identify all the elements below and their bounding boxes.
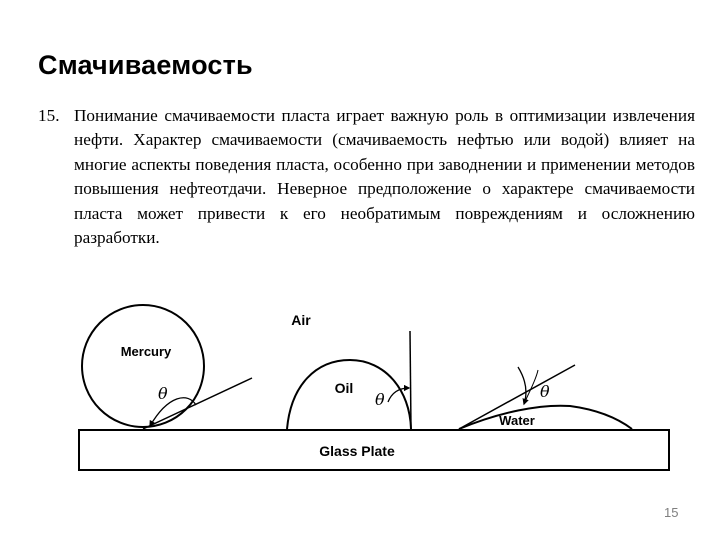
glass-plate-label: Glass Plate — [319, 443, 395, 459]
item-number: 15. — [38, 106, 60, 125]
slide-title: Смачиваемость — [38, 50, 253, 80]
oil-theta: θ — [375, 390, 385, 409]
air-label: Air — [291, 312, 311, 328]
paragraph-text: Понимание смачиваемости пласта играет важную роль в оптимизации извлечения нефти. Характер смачиваемости (смачиваемость нефтью или водой) влияет на многие аспекты поведения пласта, особенно при заводнении и применении методов повышения нефтеотдачи. Неверное предположение о характере смачиваемости пласта может привести к его необратимым повреждениям и осложнению разработки. — [74, 106, 695, 248]
oil-label: Oil — [334, 380, 354, 396]
mercury-theta: θ — [158, 384, 168, 403]
mercury-label: Mercury — [120, 344, 172, 359]
water-drop — [459, 406, 632, 429]
water-angle-arc — [518, 367, 526, 404]
water-label: Water — [499, 413, 535, 428]
oil-tangent-line — [410, 331, 411, 429]
water-theta: θ — [540, 382, 550, 401]
page-number: 15 — [664, 505, 679, 520]
